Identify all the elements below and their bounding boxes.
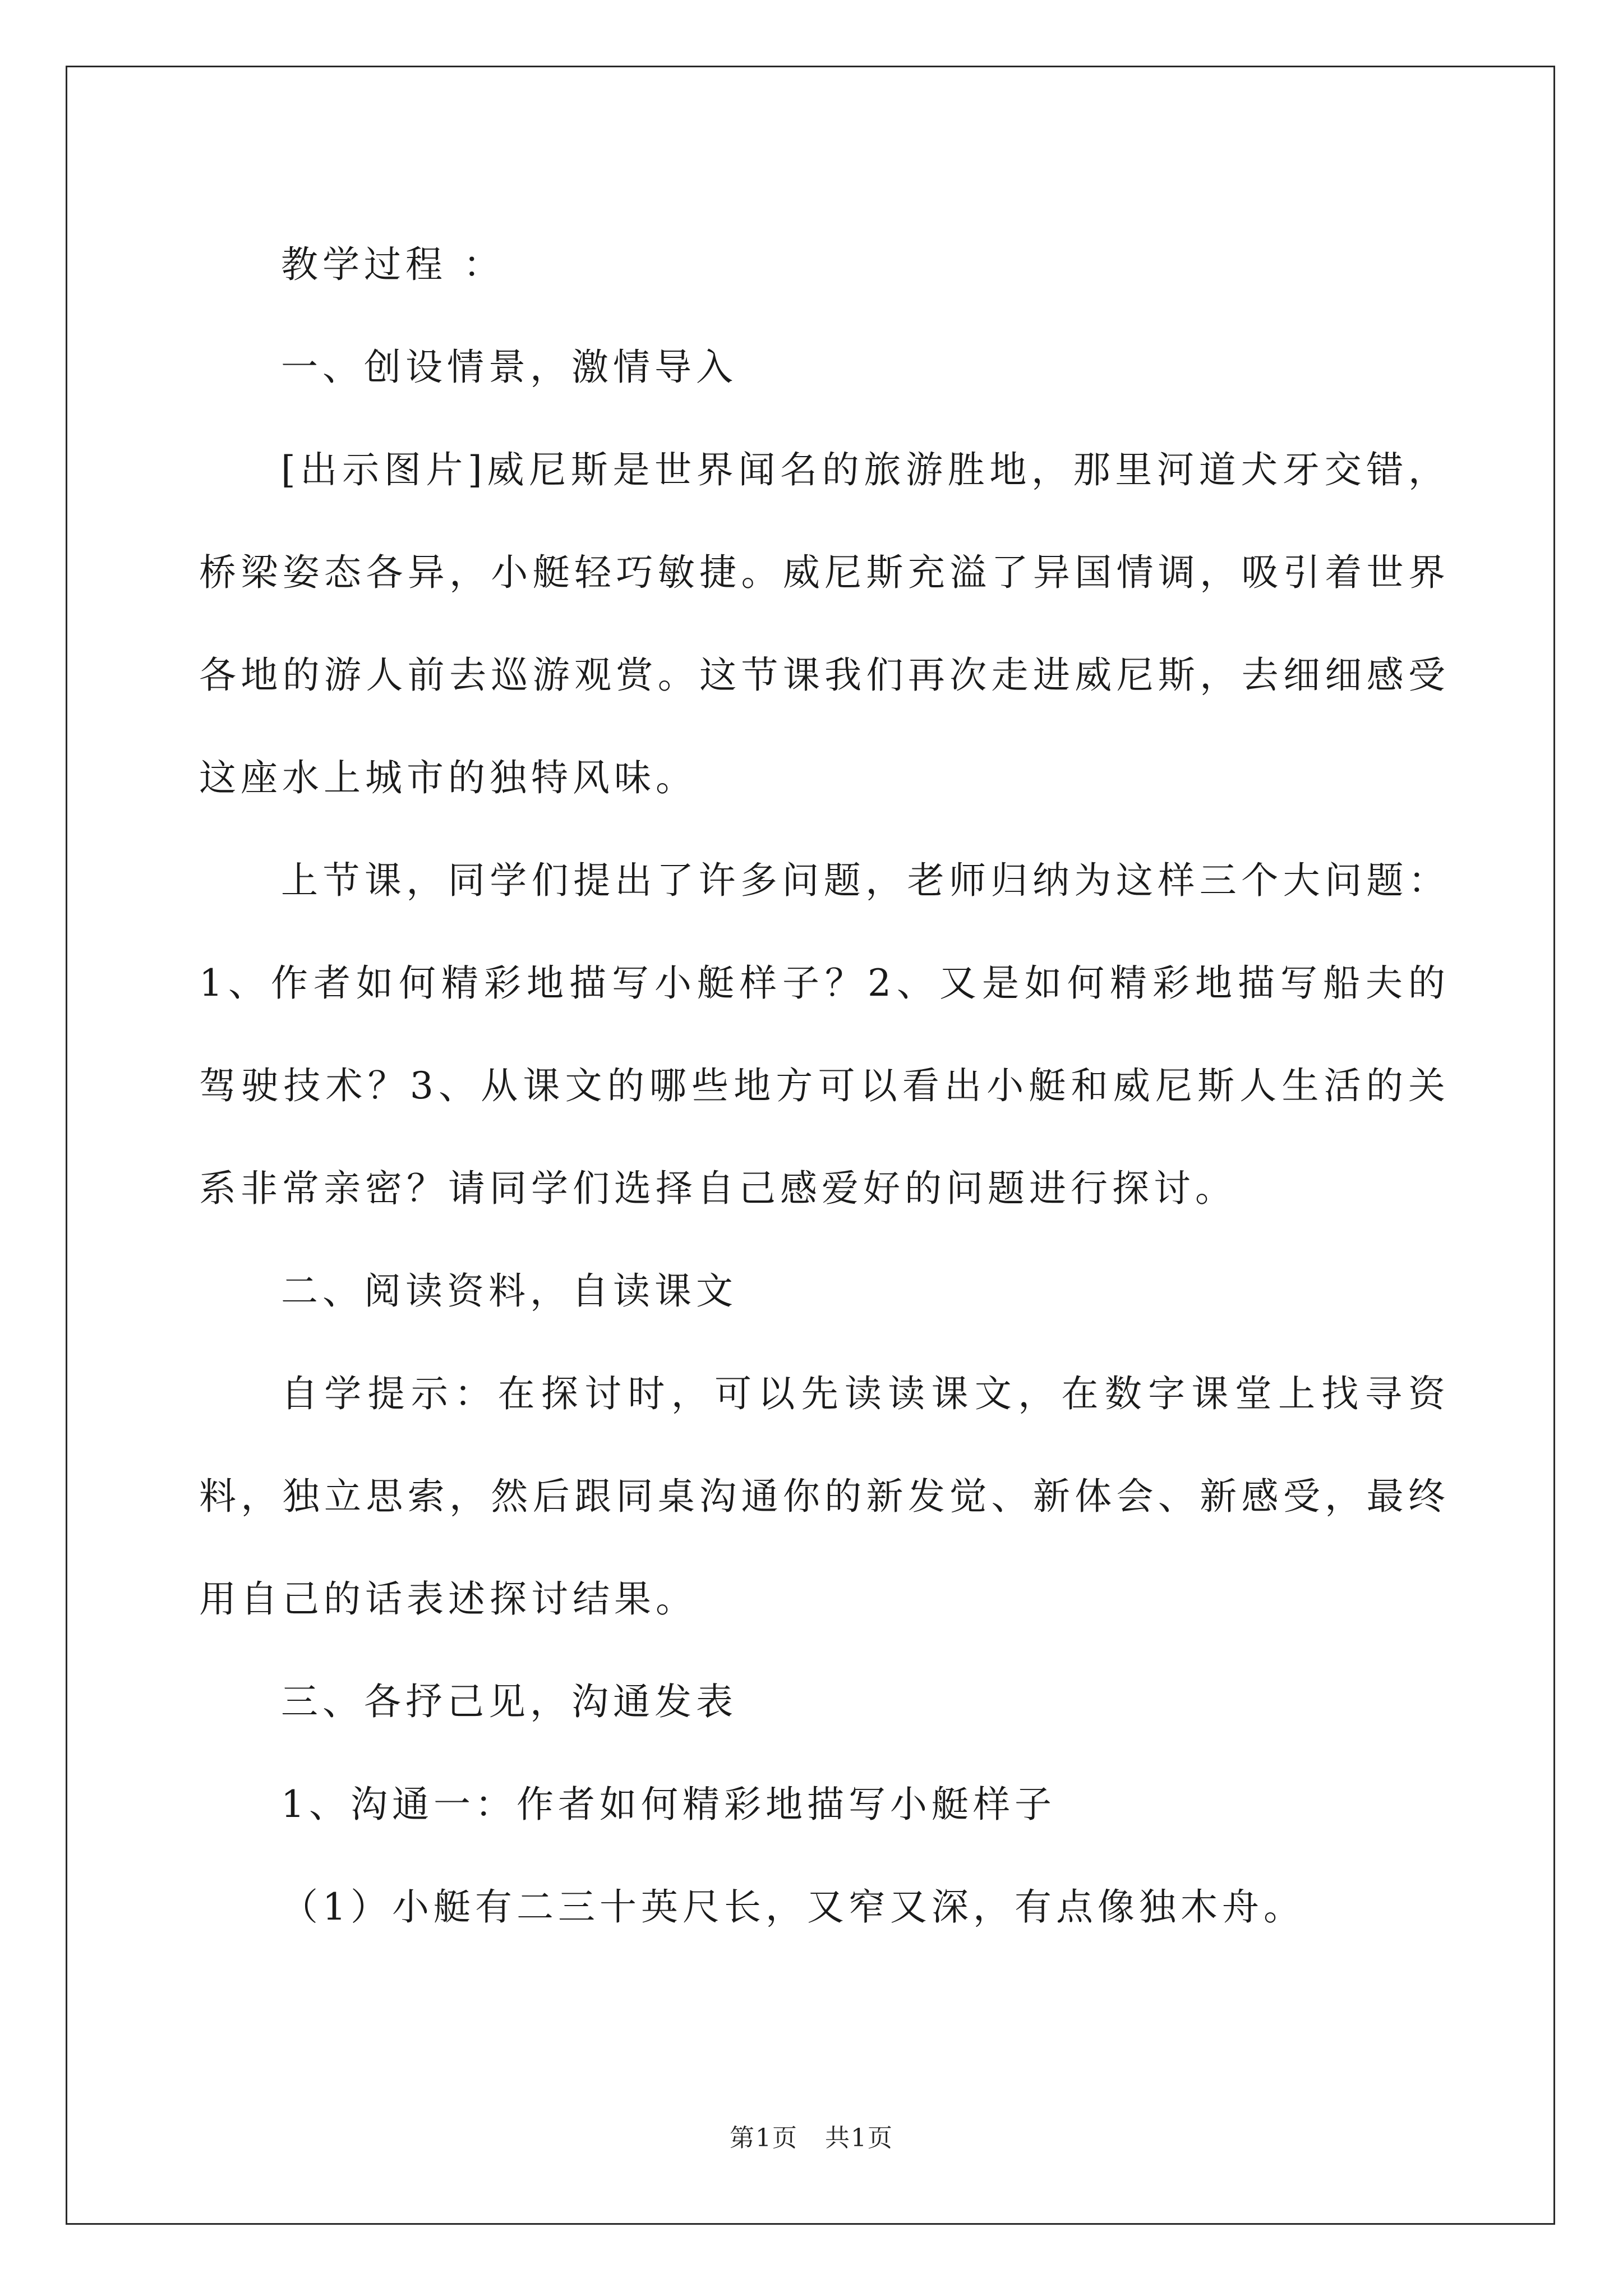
section-heading-1: 一、创设情景，激情导入 bbox=[281, 346, 737, 389]
document-body bbox=[199, 213, 1450, 1958]
section-heading-2: 二、阅读资料，自读课文 bbox=[281, 1269, 737, 1313]
heading-teaching-process: 教学过程 ： bbox=[281, 243, 505, 286]
page-number: 第1页 bbox=[730, 2124, 799, 2152]
paragraph-three-questions: 上节课，同学们提出了许多问题，老师归纳为这样三个大问题：1、作者如何精彩地描写小艇样子？2、又是如何精彩地描写船夫的驾驶技术？3、从课文的哪些地方可以看出小艇和威尼斯人生活的关系非常亲密？请同学们选择自己感爱好的问题进行探讨。 bbox=[199, 859, 1450, 1210]
section-heading-3: 三、各抒己见，沟通发表 bbox=[281, 1680, 737, 1723]
page-footer bbox=[0, 2122, 1623, 2155]
subsection-communication-1: 1、沟通一：作者如何精彩地描写小艇样子 bbox=[281, 1783, 1056, 1826]
list-item-boat-description: （1）小艇有二三十英尺长，又窄又深，有点像独木舟。 bbox=[281, 1885, 1305, 1929]
paragraph-intro-venice: [出示图片]威尼斯是世界闻名的旅游胜地，那里河道犬牙交错，桥梁姿态各异，小艇轻巧敏捷。威尼斯充溢了异国情调，吸引着世界各地的游人前去巡游观赏。这节课我们再次走进威尼斯，去细细感受这座水上城市的独特风味。 bbox=[199, 448, 1450, 799]
paragraph-self-study-tips: 自学提示：在探讨时，可以先读读课文，在数字课堂上找寻资料，独立思索，然后跟同桌沟通你的新发觉、新体会、新感受，最终用自己的话表述探讨结果。 bbox=[199, 1372, 1450, 1621]
page-total: 共1页 bbox=[824, 2124, 893, 2152]
